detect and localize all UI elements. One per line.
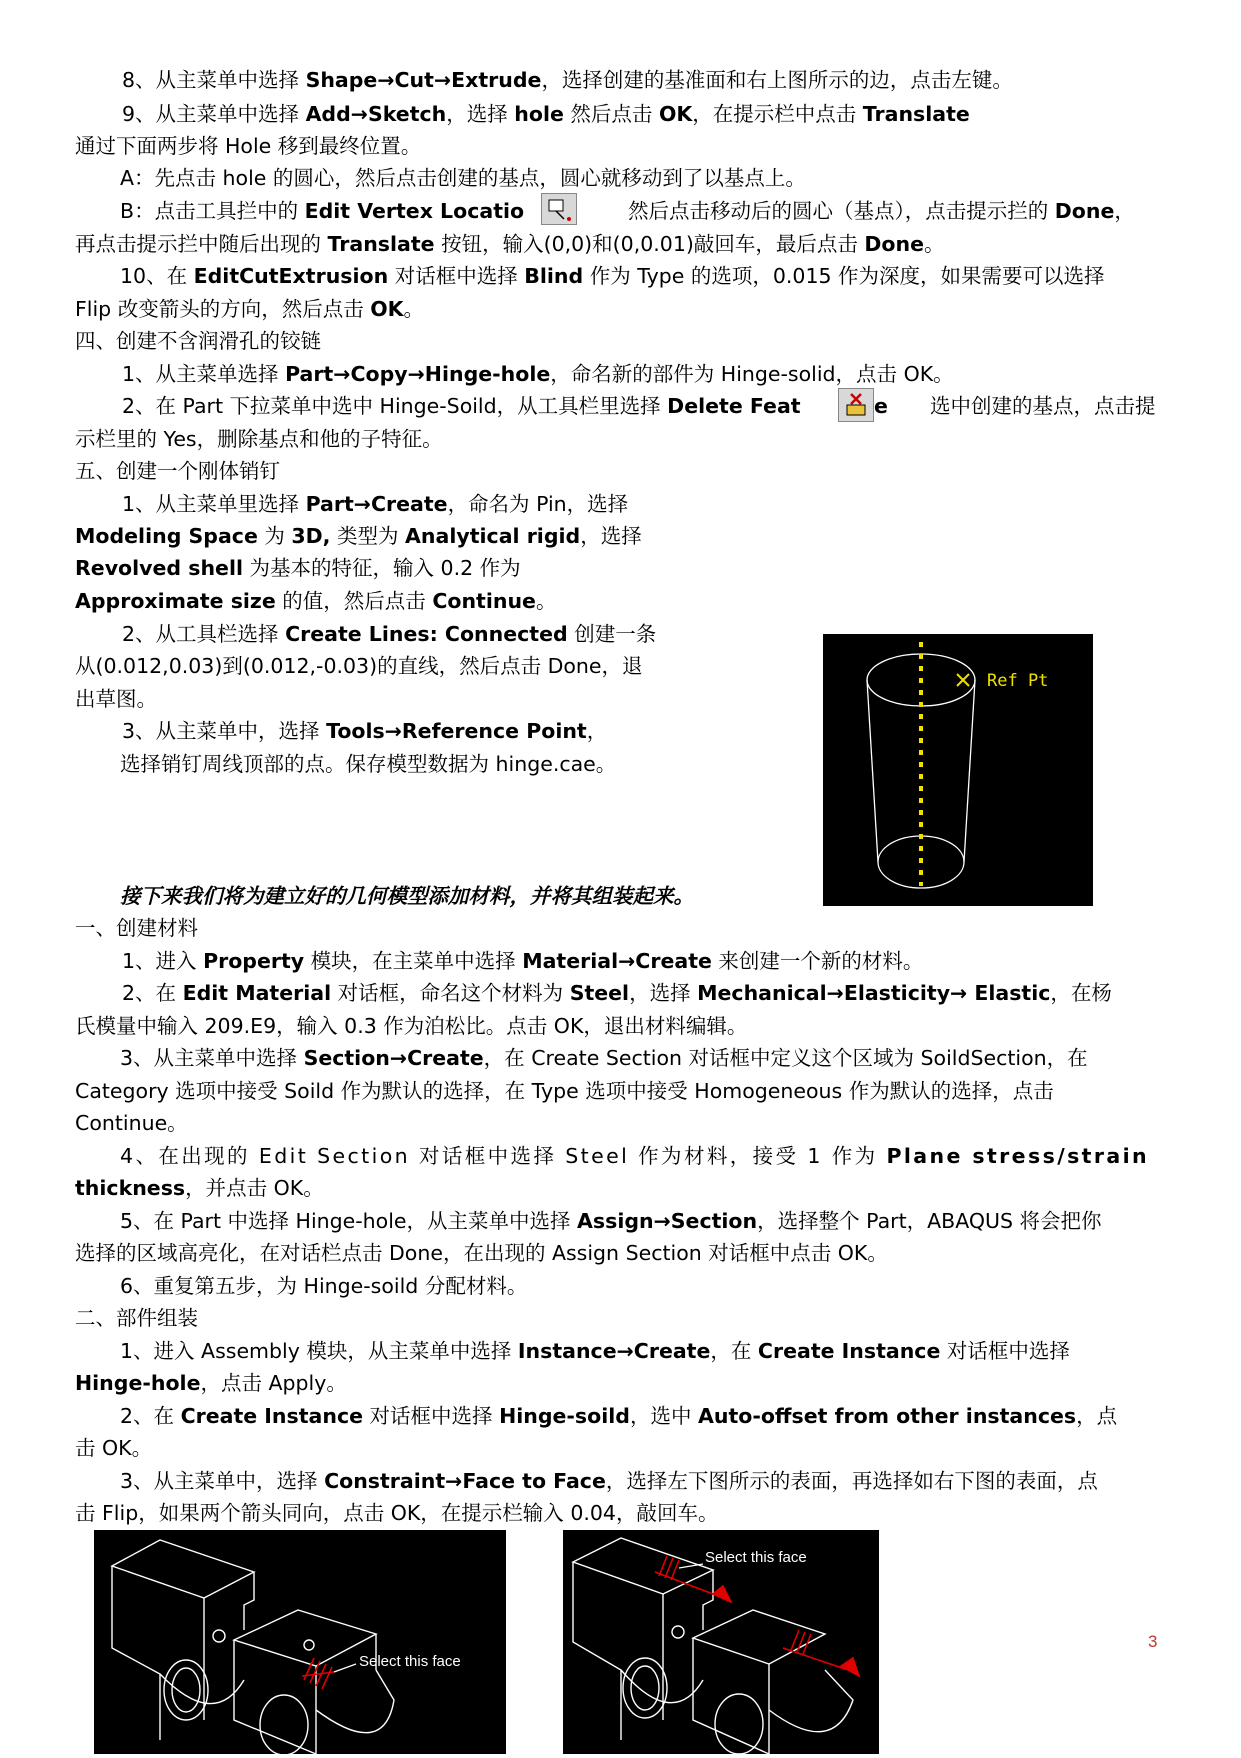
mat-step-6: 6、重复第五步，为 Hinge-soild 分配材料。	[120, 1274, 528, 1298]
mat-step-4: 4、在出现的 Edit Section 对话框中选择 Steel 作为材料，接受 1 作为 Plane stress/strain	[120, 1144, 1150, 1168]
mat-step-3: 3、从主菜单中选择 Section→Create，在 Create Section 对话框中定义这个区域为 SoildSection，在	[120, 1046, 1088, 1070]
asm-step-2-b: 击 OK。	[75, 1436, 153, 1460]
select-face-label-right: Select this face	[705, 1549, 807, 1566]
copy-step-2-e: e	[874, 394, 888, 418]
pin-step-1-c: Revolved shell 为基本的特征，输入 0.2 作为	[75, 556, 521, 580]
section-heading-4: 四、创建不含润滑孔的铰链	[75, 329, 321, 353]
pin-figure	[823, 634, 1093, 906]
step-10-cont: Flip 改变箭头的方向，然后点击 OK。	[75, 297, 425, 321]
select-face-label-left: Select this face	[359, 1653, 461, 1670]
step-9-cont: 通过下面两步将 Hole 移到最终位置。	[75, 134, 422, 158]
section-heading-5: 五、创建一个刚体销钉	[75, 459, 280, 483]
pin-step-3: 3、从主菜单中，选择 Tools→Reference Point，	[122, 719, 608, 743]
asm-step-3-b: 击 Flip，如果两个箭头同向，点击 OK，在提示栏输入 0.04，敲回车。	[75, 1501, 719, 1525]
asm-step-2: 2、在 Create Instance 对话框中选择 Hinge-soild，选中 Auto-offset from other instances，点	[120, 1404, 1118, 1428]
hinge-figure-left	[94, 1530, 506, 1754]
step-a: A：先点击 hole 的圆心，然后点击创建的基点，圆心就移动到了以基点上。	[120, 166, 806, 190]
step-b: B：点击工具拦中的 Edit Vertex Locatio	[120, 199, 525, 223]
pin-step-1-d: Approximate size 的值，然后点击 Continue。	[75, 589, 557, 613]
mat-step-3-c: Continue。	[75, 1111, 188, 1135]
delete-feature-icon	[838, 388, 874, 422]
copy-step-2: 2、在 Part 下拉菜单中选中 Hinge-Soild，从工具栏里选择 Delete Feat	[122, 394, 801, 418]
hinge-figure-right	[563, 1530, 879, 1754]
heading-assembly: 二、部件组装	[75, 1306, 198, 1330]
mat-step-5: 5、在 Part 中选择 Hinge-hole，从主菜单中选择 Assign→Section，选择整个 Part，ABAQUS 将会把你	[120, 1209, 1102, 1233]
pin-step-2-c: 出草图。	[75, 687, 157, 711]
ref-pt-label: Ref Pt	[987, 671, 1049, 691]
copy-step-1: 1、从主菜单选择 Part→Copy→Hinge-hole，命名新的部件为 Hinge-solid，点击 OK。	[122, 362, 954, 386]
asm-step-1-b: Hinge-hole，点击 Apply。	[75, 1371, 347, 1395]
intro-text: 接下来我们将为建立好的几何模型添加材料，并将其组装起来。	[120, 884, 694, 908]
pin-step-2: 2、从工具栏选择 Create Lines: Connected 创建一条	[122, 622, 657, 646]
mat-step-3-b: Category 选项中接受 Soild 作为默认的选择，在 Type 选项中接受 Homogeneous 作为默认的选择，点击	[75, 1079, 1054, 1103]
copy-step-2-cont: 示栏里的 Yes，删除基点和他的子特征。	[75, 427, 443, 451]
pin-step-1: 1、从主菜单里选择 Part→Create，命名为 Pin，选择	[122, 492, 629, 516]
step-b-rest: 然后点击移动后的圆心（基点），点击提示拦的 Done，	[628, 199, 1135, 223]
pin-step-3-b: 选择销钉周线顶部的点。保存模型数据为 hinge.cae。	[120, 752, 617, 776]
copy-step-2-rest: 选中创建的基点，点击提	[930, 394, 1156, 418]
pin-step-2-b: 从(0.012,0.03)到(0.012,-0.03)的直线，然后点击 Done，退	[75, 654, 643, 678]
edit-vertex-icon	[541, 193, 577, 225]
mat-step-2: 2、在 Edit Material 对话框，命名这个材料为 Steel，选择 Mechanical→Elasticity→ Elastic，在杨	[122, 981, 1112, 1005]
mat-step-4-b: thickness，并点击 OK。	[75, 1176, 324, 1200]
mat-step-1: 1、进入 Property 模块，在主菜单中选择 Material→Create 来创建一个新的材料。	[122, 949, 924, 973]
asm-step-1: 1、进入 Assembly 模块，从主菜单中选择 Instance→Create，在 Create Instance 对话框中选择	[120, 1339, 1070, 1363]
step-10: 10、在 EditCutExtrusion 对话框中选择 Blind 作为 Type 的选项，0.015 作为深度，如果需要可以选择	[120, 264, 1105, 288]
page-number: 3	[1148, 1632, 1158, 1651]
step-8: 8、从主菜单中选择 Shape→Cut→Extrude，选择创建的基准面和右上图所示的边，点击左键。	[122, 68, 1013, 92]
step-9: 9、从主菜单中选择 Add→Sketch，选择 hole 然后点击 OK，在提示栏中点击 Translate	[122, 102, 970, 126]
mat-step-2-b: 氏模量中输入 209.E9，输入 0.3 作为泊松比。点击 OK，退出材料编辑。	[75, 1014, 748, 1038]
pin-step-1-b: Modeling Space 为 3D, 类型为 Analytical rigid，选择	[75, 524, 642, 548]
asm-step-3: 3、从主菜单中，选择 Constraint→Face to Face，选择左下图所示的表面，再选择如右下图的表面，点	[120, 1469, 1098, 1493]
heading-materials: 一、创建材料	[75, 916, 198, 940]
mat-step-5-b: 选择的区域高亮化，在对话栏点击 Done，在出现的 Assign Section 对话框中点击 OK。	[75, 1241, 888, 1265]
step-b-cont: 再点击提示拦中随后出现的 Translate 按钮，输入(0,0)和(0,0.01)敲回车，最后点击 Done。	[75, 232, 945, 256]
